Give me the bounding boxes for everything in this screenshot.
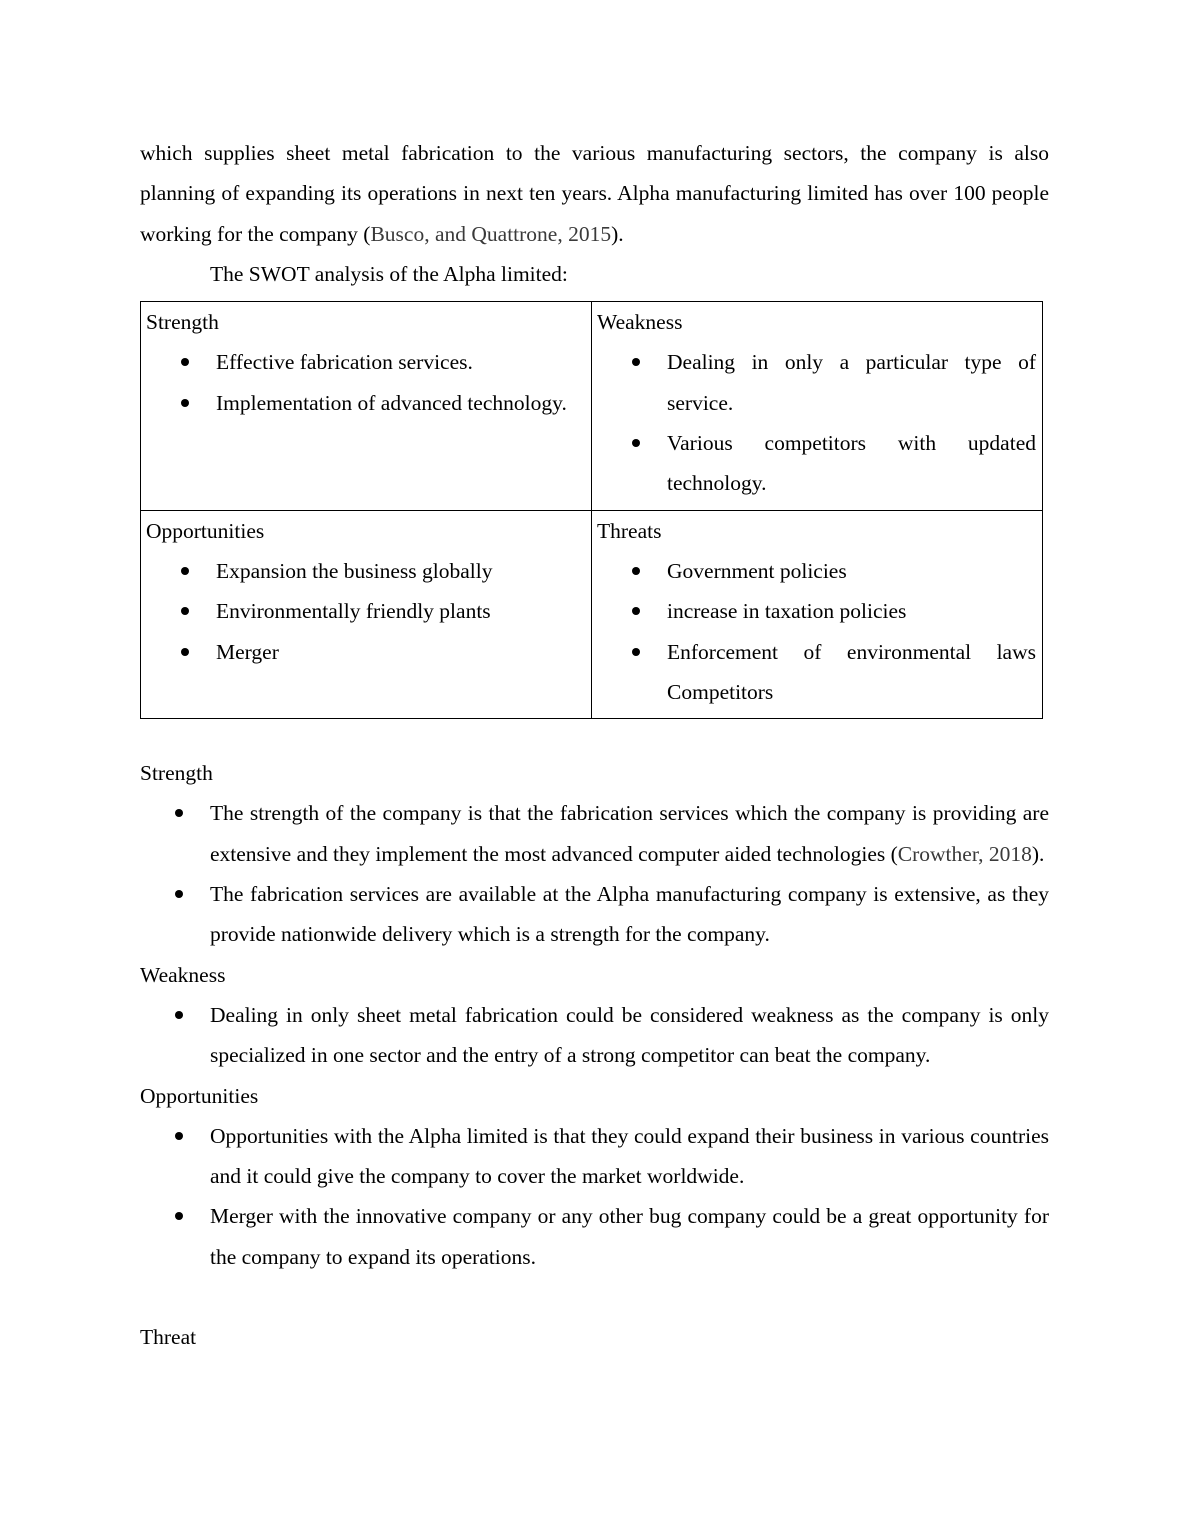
- list-item: [597, 632, 1036, 713]
- list-item-text: Enforcement of environmental laws Competitors: [667, 639, 1036, 704]
- bullet-icon: [175, 890, 183, 898]
- strength-citation: Crowther, 2018: [897, 841, 1032, 866]
- list-item-text: The strength of the company is that the fabrication services which the company is providing are extensive and they implement the most advanced computer aided technologies (: [210, 801, 1049, 866]
- list-item-tail: ).: [1031, 841, 1045, 866]
- intro-paragraph: [140, 133, 1049, 254]
- list-item-text: increase in taxation policies: [667, 599, 907, 624]
- spacer: [140, 1277, 1049, 1317]
- swot-cell-threats: [592, 510, 1043, 718]
- swot-weakness-title: Weakness: [597, 310, 683, 335]
- list-item-text: Implementation of advanced technology.: [216, 390, 567, 415]
- swot-cell-strength: [141, 302, 592, 510]
- list-item: [140, 1196, 1049, 1277]
- list-item-text: Opportunities with the Alpha limited is that they could expand their business in various countries and it could give the company to cover the market worldwide.: [210, 1123, 1049, 1189]
- bullet-icon: [181, 399, 189, 407]
- list-item-text: Dealing in only sheet metal fabrication could be considered weakness as the company is only specialized in one sector and the entry of a strong competitor can beat the company.: [210, 1002, 1049, 1068]
- list-item-text: The fabrication services are available at the Alpha manufacturing company is extensive, as they provide nationwide delivery which is a strength for the company.: [210, 882, 1049, 947]
- list-item-text: Government policies: [667, 558, 847, 583]
- list-item: [146, 383, 585, 423]
- list-item: [140, 1116, 1049, 1197]
- intro-tail: ).: [611, 221, 624, 246]
- swot-opportunities-title: Opportunities: [146, 518, 265, 543]
- strength-heading: Strength: [140, 761, 213, 786]
- bullet-icon: [632, 607, 640, 615]
- intro-text: which supplies sheet metal fabrication to the various manufacturing sectors, the company is also planning of expanding its operations in next ten years. Alpha manufacturing limited has over 100 people working for the company (: [140, 141, 1049, 246]
- bullet-icon: [181, 358, 189, 366]
- bullet-icon: [175, 1212, 183, 1220]
- swot-weakness-list: [597, 342, 1036, 503]
- list-item-text: Merger with the innovative company or any other bug company could be a great opportunity for the company to expand its operations.: [210, 1204, 1049, 1269]
- bullet-icon: [175, 1011, 183, 1019]
- intro-citation: Busco, and Quattrone, 2015: [370, 221, 612, 246]
- list-item: [140, 874, 1049, 955]
- list-item: [597, 591, 1036, 631]
- list-item-text: Dealing in only a particular type of service.: [667, 350, 1036, 415]
- bullet-icon: [632, 567, 640, 575]
- list-item: [140, 995, 1049, 1076]
- swot-threats-title: Threats: [597, 518, 662, 543]
- list-item: [597, 423, 1036, 504]
- list-item: [146, 632, 585, 672]
- bullet-icon: [181, 607, 189, 615]
- list-item-text: Various competitors with updated technology.: [667, 431, 1036, 496]
- list-item-text: Environmentally friendly plants: [216, 599, 491, 624]
- strength-list: [140, 793, 1049, 954]
- bullet-icon: [175, 1132, 183, 1140]
- bullet-icon: [175, 809, 183, 817]
- swot-table: [140, 301, 1043, 719]
- bullet-icon: [632, 439, 640, 447]
- swot-row-top: [141, 302, 1043, 510]
- swot-threats-list: [597, 551, 1036, 712]
- document-page: [140, 133, 1049, 1357]
- bullet-icon: [632, 648, 640, 656]
- swot-opportunities-list: [146, 551, 585, 672]
- swot-strength-list: [146, 342, 585, 423]
- swot-cell-weakness: [592, 302, 1043, 510]
- weakness-list: [140, 995, 1049, 1076]
- list-item: [146, 551, 585, 591]
- opportunities-list: [140, 1116, 1049, 1277]
- list-item-text: Expansion the business globally: [216, 558, 493, 583]
- swot-strength-title: Strength: [146, 310, 219, 335]
- threat-heading: Threat: [140, 1325, 197, 1350]
- list-item: [597, 342, 1036, 423]
- bullet-icon: [632, 358, 640, 366]
- weakness-heading: Weakness: [140, 962, 226, 987]
- list-item: [140, 793, 1049, 874]
- bullet-icon: [181, 567, 189, 575]
- opportunities-heading: Opportunities: [140, 1083, 259, 1108]
- bullet-icon: [181, 648, 189, 656]
- list-item: [597, 551, 1036, 591]
- list-item: [146, 591, 585, 631]
- list-item-text: Effective fabrication services.: [216, 350, 473, 375]
- list-item-text: Merger: [216, 639, 279, 664]
- swot-caption: The SWOT analysis of the Alpha limited:: [210, 261, 568, 286]
- swot-row-bottom: [141, 510, 1043, 718]
- spacer: [140, 719, 1049, 753]
- list-item: [146, 342, 585, 382]
- swot-cell-opportunities: [141, 510, 592, 718]
